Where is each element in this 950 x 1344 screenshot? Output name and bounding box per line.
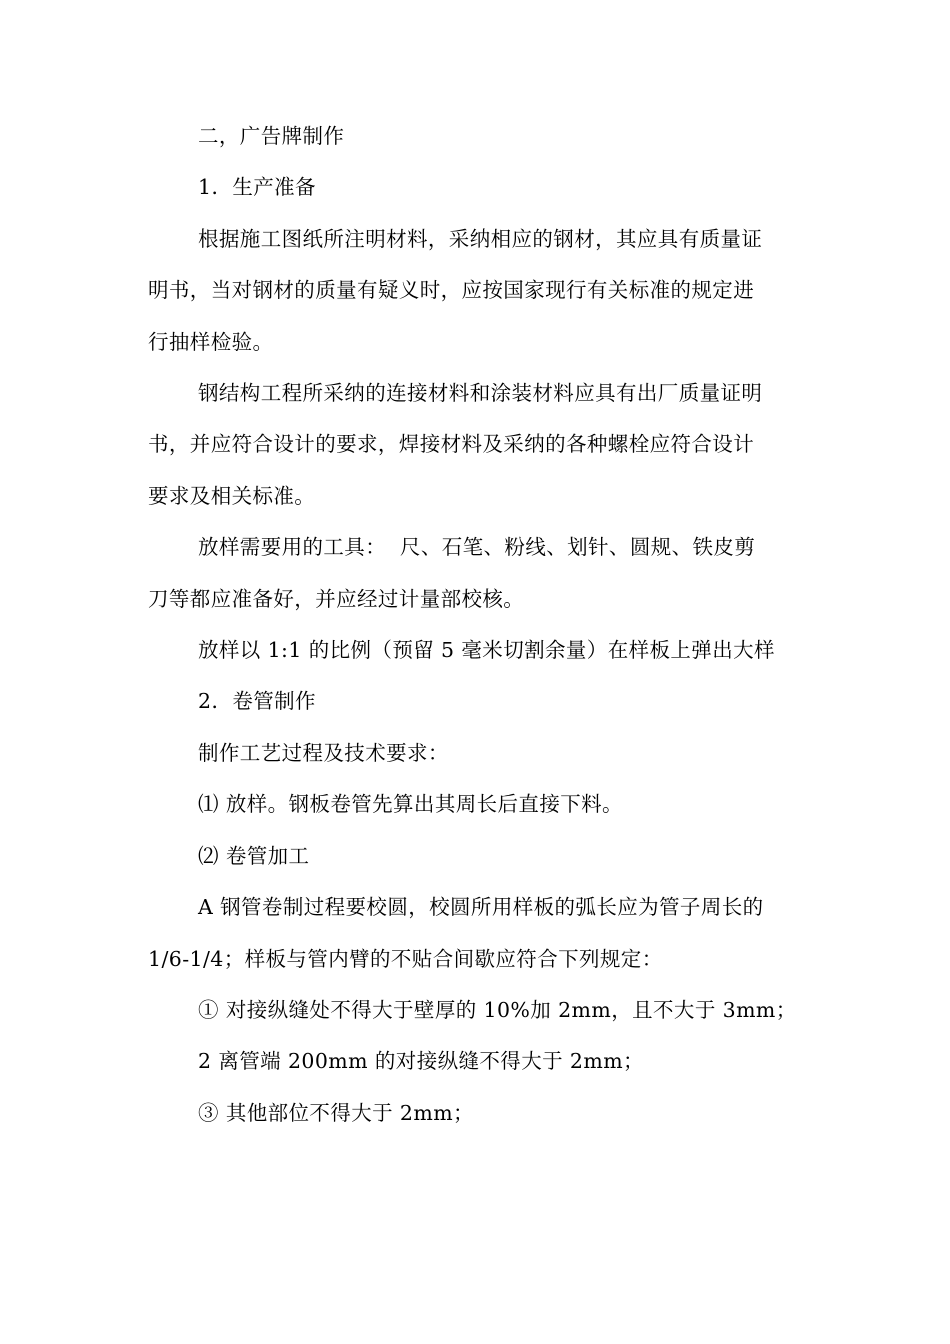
paragraph-line: 要求及相关标准。	[148, 483, 316, 508]
list-item: ③ 其他部位不得大于 2mm；	[198, 1100, 474, 1125]
paragraph-line: 放样以 1:1 的比例（预留 5 毫米切割余量）在样板上弹出大样	[198, 638, 775, 663]
paragraph-line: 钢结构工程所采纳的连接材料和涂装材料应具有出厂质量证明	[198, 381, 763, 406]
paragraph-line: 放样需要用的工具： 尺、石笔、粉线、划针、圆规、铁皮剪	[198, 535, 756, 560]
paragraph-line: 根据施工图纸所注明材料，采纳相应的钢材，其应具有质量证	[198, 226, 763, 251]
paragraph-line: 刀等都应准备好，并应经过计量部校核。	[148, 586, 525, 611]
paragraph-line: 行抽样检验。	[148, 329, 274, 354]
paragraph-line: 明书，当对钢材的质量有疑义时，应按国家现行有关标准的规定进	[148, 278, 755, 303]
list-item: ⑵ 卷管加工	[198, 843, 310, 868]
paragraph-line: 书，并应符合设计的要求，焊接材料及采纳的各种螺栓应符合设计	[148, 432, 755, 457]
list-item: 2 离管端 200mm 的对接纵缝不得大于 2mm；	[198, 1049, 644, 1074]
section-heading: 二，广告牌制作	[198, 124, 345, 148]
document-body	[148, 111, 808, 1139]
paragraph-line: A 钢管卷制过程要校圆，校圆所用样板的弧长应为管子周长的	[198, 895, 764, 920]
list-item: ① 对接纵缝处不得大于壁厚的 10%加 2mm，且不大于 3mm；	[198, 997, 797, 1022]
subsection-heading: 2．卷管制作	[198, 689, 316, 714]
paragraph-line: 制作工艺过程及技术要求：	[198, 740, 449, 765]
subsection-heading: 1．生产准备	[198, 175, 316, 200]
paragraph-line: 1/6-1/4；样板与管内臂的不贴合间歇应符合下列规定：	[148, 946, 663, 971]
list-item: ⑴ 放样。钢板卷管先算出其周长后直接下料。	[198, 792, 623, 817]
